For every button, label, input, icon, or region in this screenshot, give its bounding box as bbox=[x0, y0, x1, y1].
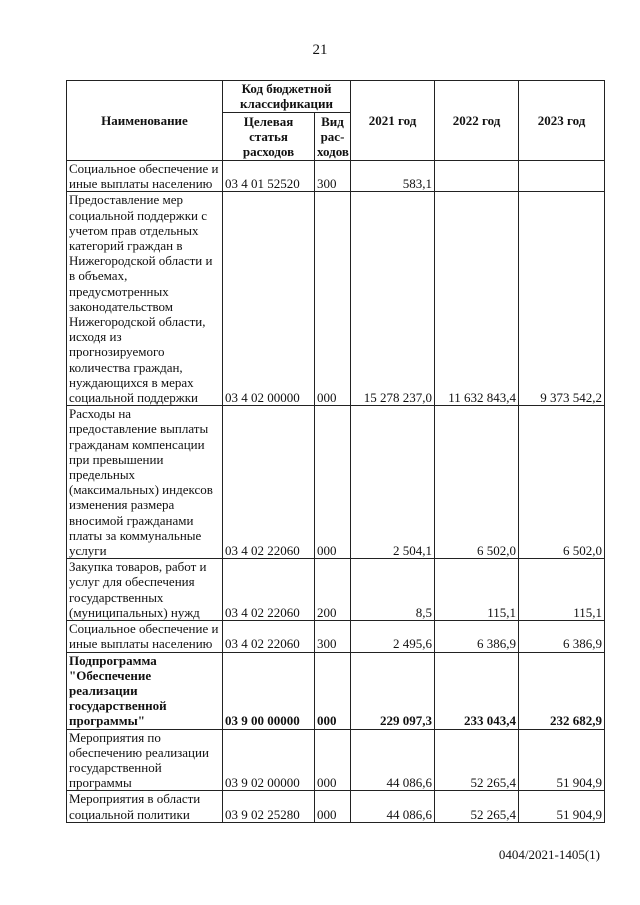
document-code: 0404/2021-1405(1) bbox=[498, 847, 600, 862]
row-name: Социальное обеспечение и иные выплаты населению bbox=[67, 161, 223, 192]
table-row bbox=[67, 791, 605, 822]
row-value-2023: 9 373 542,2 bbox=[519, 192, 605, 406]
page-number: 21 bbox=[312, 42, 328, 58]
row-expense-type: 200 bbox=[315, 559, 351, 621]
row-value-2023: 51 904,9 bbox=[519, 729, 605, 791]
row-expense-type: 000 bbox=[315, 406, 351, 559]
row-value-2022: 6 386,9 bbox=[435, 621, 519, 652]
row-name: Закупка товаров, работ и услуг для обеспечения государственных (муниципальных) нужд bbox=[67, 559, 223, 621]
header-target-article: Целевая статья расходов bbox=[223, 113, 315, 161]
row-expense-type: 000 bbox=[315, 791, 351, 822]
row-expense-type: 000 bbox=[315, 652, 351, 729]
row-name: Мероприятия в области социальной политики bbox=[67, 791, 223, 822]
row-target-article: 03 9 00 00000 bbox=[223, 652, 315, 729]
table-row bbox=[67, 406, 605, 559]
row-value-2021: 2 495,6 bbox=[351, 621, 435, 652]
row-value-2023: 51 904,9 bbox=[519, 791, 605, 822]
row-value-2022: 11 632 843,4 bbox=[435, 192, 519, 406]
row-name: Социальное обеспечение и иные выплаты населению bbox=[67, 621, 223, 652]
row-target-article: 03 4 02 00000 bbox=[223, 192, 315, 406]
row-value-2022: 233 043,4 bbox=[435, 652, 519, 729]
header-2021: 2021 год bbox=[351, 81, 435, 161]
table-row bbox=[67, 729, 605, 791]
row-value-2022: 115,1 bbox=[435, 559, 519, 621]
row-value-2021: 2 504,1 bbox=[351, 406, 435, 559]
row-value-2022: 6 502,0 bbox=[435, 406, 519, 559]
row-target-article: 03 4 02 22060 bbox=[223, 559, 315, 621]
table-row bbox=[67, 192, 605, 406]
row-value-2021: 8,5 bbox=[351, 559, 435, 621]
row-value-2022: 52 265,4 bbox=[435, 729, 519, 791]
row-expense-type: 000 bbox=[315, 729, 351, 791]
row-value-2021: 44 086,6 bbox=[351, 729, 435, 791]
header-name: Наименование bbox=[67, 81, 223, 161]
row-name: Предоставление мер социальной поддержки с учетом прав отдельных категорий граждан в Нижегородской области и в объемах, предусмотренных законодательством Нижегородской области, исходя из прогнозируемого количества граждан, нуждающихся в мерах социальной поддержки bbox=[67, 192, 223, 406]
row-value-2022: 52 265,4 bbox=[435, 791, 519, 822]
header-expense-type: Вид рас-ходов bbox=[315, 113, 351, 161]
row-name: Расходы на предоставление выплаты гражданам компенсации при превышении предельных (максимальных) индексов изменения размера вносимой гражданами платы за коммунальные услуги bbox=[67, 406, 223, 559]
header-2022: 2022 год bbox=[435, 81, 519, 161]
row-value-2021: 44 086,6 bbox=[351, 791, 435, 822]
table-row bbox=[67, 652, 605, 729]
budget-table bbox=[66, 80, 605, 823]
row-name: Подпрограмма "Обеспечение реализации государственной программы" bbox=[67, 652, 223, 729]
row-target-article: 03 4 01 52520 bbox=[223, 161, 315, 192]
row-name: Мероприятия по обеспечению реализации государственной программы bbox=[67, 729, 223, 791]
table-row bbox=[67, 621, 605, 652]
table-row bbox=[67, 161, 605, 192]
row-expense-type: 300 bbox=[315, 161, 351, 192]
row-target-article: 03 9 02 00000 bbox=[223, 729, 315, 791]
header-2023: 2023 год bbox=[519, 81, 605, 161]
row-target-article: 03 4 02 22060 bbox=[223, 621, 315, 652]
row-target-article: 03 9 02 25280 bbox=[223, 791, 315, 822]
row-value-2021: 15 278 237,0 bbox=[351, 192, 435, 406]
row-target-article: 03 4 02 22060 bbox=[223, 406, 315, 559]
row-value-2023: 115,1 bbox=[519, 559, 605, 621]
row-expense-type: 300 bbox=[315, 621, 351, 652]
row-value-2023: 6 502,0 bbox=[519, 406, 605, 559]
header-code-group: Код бюджетной классификации bbox=[223, 81, 351, 113]
row-value-2022 bbox=[435, 161, 519, 192]
row-value-2023: 232 682,9 bbox=[519, 652, 605, 729]
row-value-2023 bbox=[519, 161, 605, 192]
table-row bbox=[67, 559, 605, 621]
row-expense-type: 000 bbox=[315, 192, 351, 406]
row-value-2021: 583,1 bbox=[351, 161, 435, 192]
row-value-2021: 229 097,3 bbox=[351, 652, 435, 729]
row-value-2023: 6 386,9 bbox=[519, 621, 605, 652]
